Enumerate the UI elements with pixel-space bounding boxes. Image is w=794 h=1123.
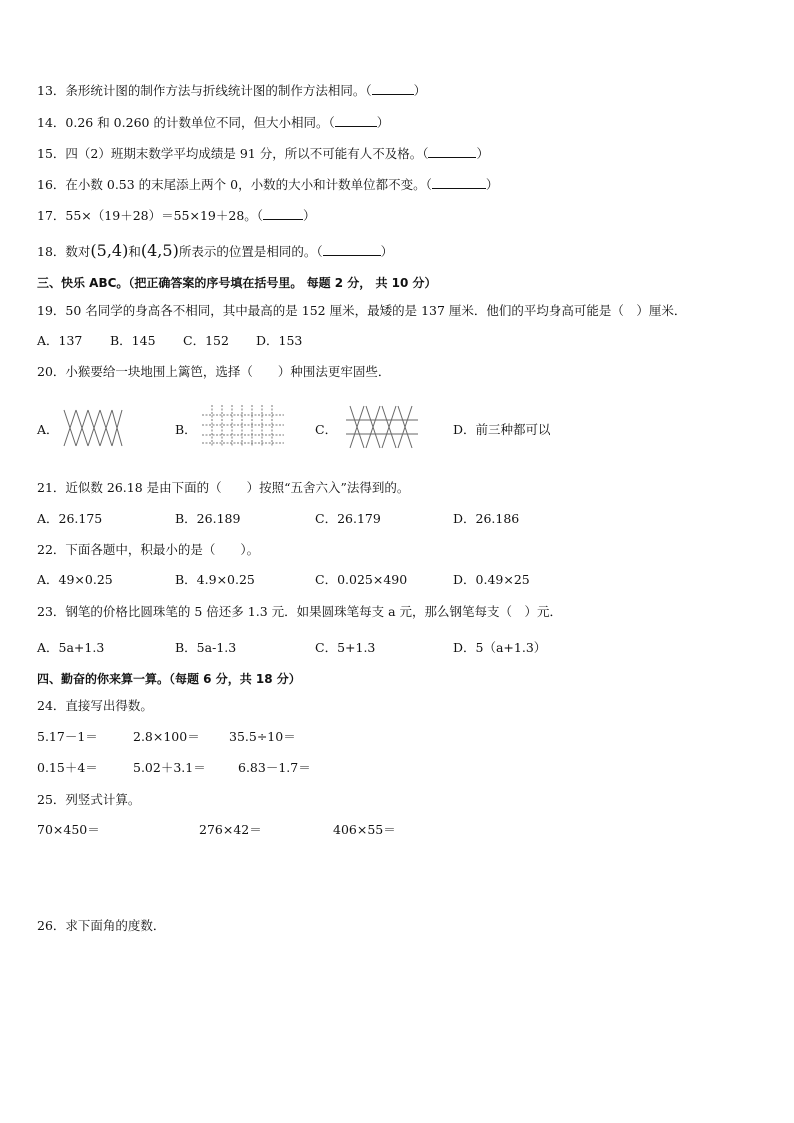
question-16: 16．在小数 0.53 的末尾添上两个 0，小数的大小和计数单位都不变。（ ） bbox=[37, 177, 499, 192]
calc-item: 406×55＝ bbox=[333, 822, 396, 837]
question-23: 23．钢笔的价格比圆珠笔的 5 倍还多 1.3 元．如果圆珠笔每支 a 元，那么钢笔每支（ ）元． bbox=[37, 604, 563, 619]
option-a[interactable]: A．49×0.25 bbox=[37, 572, 113, 587]
section-heading: 四、勤奋的你来算一算。（每题 6 分，共 18 分） bbox=[37, 672, 301, 686]
option-c[interactable]: C．5+1.3 bbox=[315, 640, 376, 655]
option-c[interactable]: C． bbox=[315, 422, 338, 437]
calc-item: 5.02＋3.1＝ bbox=[133, 760, 206, 775]
answer-blank[interactable] bbox=[323, 244, 381, 256]
option-a[interactable]: A． bbox=[37, 422, 59, 437]
calc-item: 276×42＝ bbox=[199, 822, 262, 837]
question-17: 17．55×（19＋28）＝55×19＋28。（ ） bbox=[37, 208, 316, 223]
section-heading: 三、快乐 ABC。（把正确答案的序号填在括号里。 每题 2 分， 共 10 分） bbox=[37, 276, 437, 290]
question-25: 25．列竖式计算。 bbox=[37, 792, 141, 807]
calc-item: 35.5÷10＝ bbox=[229, 729, 296, 744]
question-18: 18．数对(5,4)和(4,5)所表示的位置是相同的。（ ） bbox=[37, 241, 394, 260]
answer-blank[interactable] bbox=[335, 115, 377, 127]
calc-item: 5.17－1＝ bbox=[37, 729, 98, 744]
calc-item: 6.83－1.7＝ bbox=[238, 760, 311, 775]
question-22: 22．下面各题中，积最小的是（ ）。 bbox=[37, 542, 260, 557]
option-a[interactable]: A．5a+1.3 bbox=[37, 640, 105, 655]
option-b[interactable]: B．5a-1.3 bbox=[175, 640, 237, 655]
option-c[interactable]: C．152 bbox=[183, 333, 229, 348]
answer-blank[interactable] bbox=[263, 208, 303, 220]
question-14: 14．0.26 和 0.260 的计数单位不同，但大小相同。（ ） bbox=[37, 115, 390, 130]
question-24: 24．直接写出得数。 bbox=[37, 698, 153, 713]
fence-cross-pattern-icon bbox=[62, 408, 124, 448]
question-20: 20．小猴要给一块地围上篱笆，选择（ ）种围法更牢固些． bbox=[37, 364, 391, 379]
option-b[interactable]: B．4.9×0.25 bbox=[175, 572, 255, 587]
calc-item: 0.15＋4＝ bbox=[37, 760, 98, 775]
question-26: 26．求下面角的度数． bbox=[37, 918, 166, 933]
question-15: 15．四（2）班期末数学平均成绩是 91 分，所以不可能有人不及格。（ ） bbox=[37, 146, 489, 161]
option-d[interactable]: D．153 bbox=[256, 333, 303, 348]
option-d[interactable]: D．5（a+1.3） bbox=[453, 640, 547, 655]
answer-blank[interactable] bbox=[372, 83, 414, 95]
option-c[interactable]: C．0.025×490 bbox=[315, 572, 408, 587]
answer-blank[interactable] bbox=[428, 146, 476, 158]
fence-diagonal-pattern-icon bbox=[344, 404, 420, 450]
question-19: 19．50 名同学的身高各不相同，其中最高的是 152 厘米，最矮的是 137 厘米．他们的平均身高可能是（ ）厘米． bbox=[37, 303, 687, 318]
answer-blank[interactable] bbox=[432, 177, 486, 189]
option-c[interactable]: C．26.179 bbox=[315, 511, 381, 526]
option-b[interactable]: B．26.189 bbox=[175, 511, 241, 526]
coordinate-pair: (5,4) bbox=[90, 241, 129, 260]
option-b[interactable]: B．145 bbox=[110, 333, 156, 348]
question-21: 21．近似数 26.18 是由下面的（ ）按照“五舍六入”法得到的。 bbox=[37, 480, 410, 495]
option-d[interactable]: D．0.49×25 bbox=[453, 572, 530, 587]
option-b[interactable]: B． bbox=[175, 422, 197, 437]
option-a[interactable]: A．26.175 bbox=[37, 511, 103, 526]
fence-grid-pattern-icon bbox=[200, 403, 286, 449]
coordinate-pair: (4,5) bbox=[140, 241, 179, 260]
option-d[interactable]: D．前三种都可以 bbox=[453, 422, 551, 437]
option-a[interactable]: A．137 bbox=[37, 333, 83, 348]
option-d[interactable]: D．26.186 bbox=[453, 511, 520, 526]
calc-item: 70×450＝ bbox=[37, 822, 100, 837]
calc-item: 2.8×100＝ bbox=[133, 729, 200, 744]
question-13: 13．条形统计图的制作方法与折线统计图的制作方法相同。（ ） bbox=[37, 83, 427, 98]
